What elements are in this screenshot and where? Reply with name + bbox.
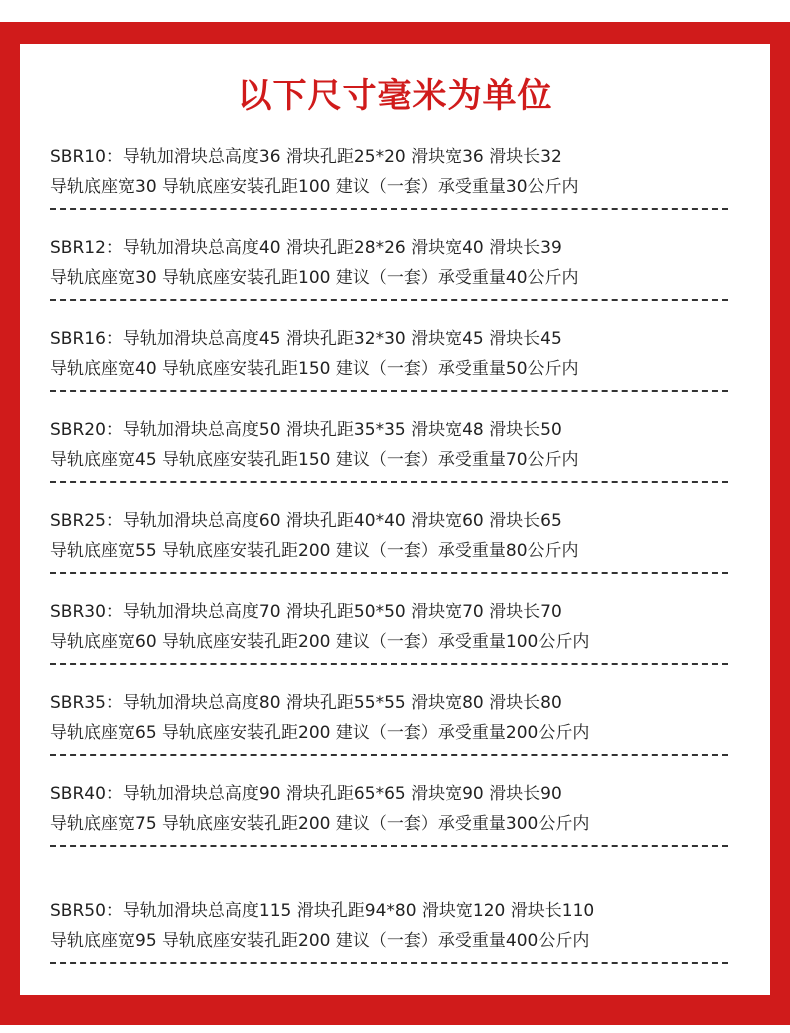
spec-line-1: SBR40：导轨加滑块总高度90 滑块孔距65*65 滑块宽90 滑块长90 (50, 784, 562, 804)
spec-line-1: SBR12：导轨加滑块总高度40 滑块孔距28*26 滑块宽40 滑块长39 (50, 238, 562, 258)
spec-entry-sbr20 (50, 415, 730, 506)
spec-entry-sbr12 (50, 233, 730, 324)
red-border-left (0, 22, 20, 1025)
spec-entry-sbr35 (50, 688, 730, 779)
dashed-divider (50, 962, 728, 964)
spec-line-1: SBR20：导轨加滑块总高度50 滑块孔距35*35 滑块宽48 滑块长50 (50, 420, 562, 440)
red-border-right (770, 22, 790, 1025)
dashed-divider (50, 390, 728, 392)
spec-line-1: SBR30：导轨加滑块总高度70 滑块孔距50*50 滑块宽70 滑块长70 (50, 602, 562, 622)
red-border-top (0, 22, 790, 44)
dashed-divider (50, 572, 728, 574)
spec-entry-sbr40 (50, 779, 730, 870)
dashed-divider (50, 299, 728, 301)
spec-entry-sbr50 (50, 870, 730, 986)
spec-line-1: SBR16：导轨加滑块总高度45 滑块孔距32*30 滑块宽45 滑块长45 (50, 329, 562, 349)
spec-line-1: SBR10：导轨加滑块总高度36 滑块孔距25*20 滑块宽36 滑块长32 (50, 147, 562, 167)
spec-line-1: SBR25：导轨加滑块总高度60 滑块孔距40*40 滑块宽60 滑块长65 (50, 511, 562, 531)
spec-line-2: 导轨底座宽30 导轨底座安装孔距100 建议（一套）承受重量30公斤内 (50, 177, 579, 197)
spec-entry-sbr30 (50, 597, 730, 688)
spec-line-2: 导轨底座宽95 导轨底座安装孔距200 建议（一套）承受重量400公斤内 (50, 931, 590, 951)
spec-line-2: 导轨底座宽45 导轨底座安装孔距150 建议（一套）承受重量70公斤内 (50, 450, 579, 470)
spec-line-2: 导轨底座宽30 导轨底座安装孔距100 建议（一套）承受重量40公斤内 (50, 268, 579, 288)
page-title: 以下尺寸毫米为单位 (237, 76, 553, 116)
spec-entry-sbr10 (50, 142, 730, 233)
spec-line-1: SBR35：导轨加滑块总高度80 滑块孔距55*55 滑块宽80 滑块长80 (50, 693, 562, 713)
dashed-divider (50, 663, 728, 665)
dashed-divider (50, 208, 728, 210)
spec-entry-sbr25 (50, 506, 730, 597)
spec-line-2: 导轨底座宽75 导轨底座安装孔距200 建议（一套）承受重量300公斤内 (50, 814, 590, 834)
spec-line-1: SBR50：导轨加滑块总高度115 滑块孔距94*80 滑块宽120 滑块长110 (50, 901, 595, 921)
spec-list (50, 142, 730, 986)
dashed-divider (50, 845, 728, 847)
spec-line-2: 导轨底座宽55 导轨底座安装孔距200 建议（一套）承受重量80公斤内 (50, 541, 579, 561)
spec-line-2: 导轨底座宽40 导轨底座安装孔距150 建议（一套）承受重量50公斤内 (50, 359, 579, 379)
dashed-divider (50, 481, 728, 483)
spec-entry-sbr16 (50, 324, 730, 415)
spec-line-2: 导轨底座宽65 导轨底座安装孔距200 建议（一套）承受重量200公斤内 (50, 723, 590, 743)
dashed-divider (50, 754, 728, 756)
red-border-bottom (0, 995, 790, 1025)
spec-line-2: 导轨底座宽60 导轨底座安装孔距200 建议（一套）承受重量100公斤内 (50, 632, 590, 652)
